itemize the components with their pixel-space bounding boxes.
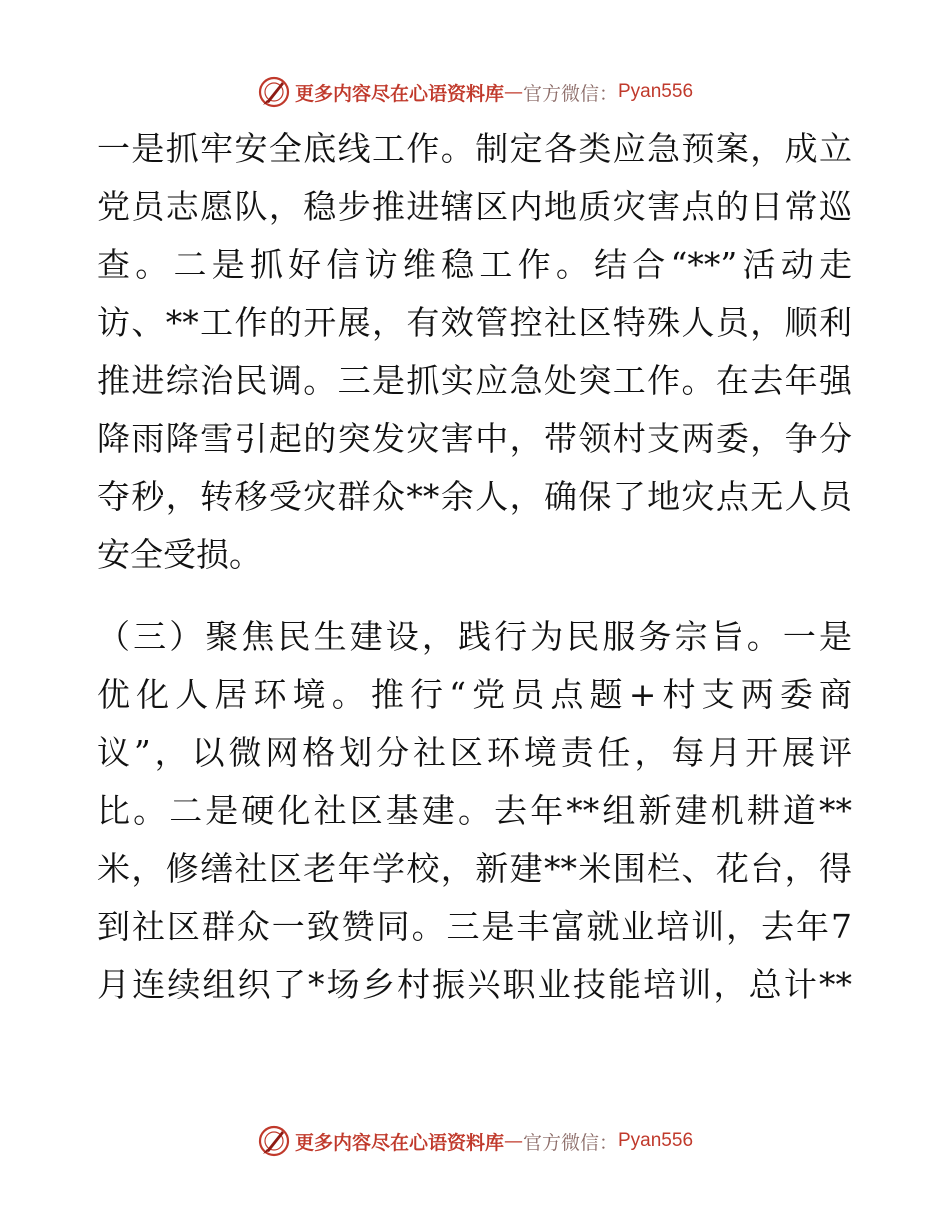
text-line: 访、**工作的开展，有效管控社区特殊人员，顺利 [97, 303, 852, 342]
quill-logo-icon [257, 1124, 291, 1158]
text-line: 优化人居环境。推行“党员点题+村支两委商 [97, 675, 852, 714]
watermark-wechat-label: 官方微信： [522, 1131, 618, 1154]
text-line: （三）聚焦民生建设，践行为民服务宗旨。一是 [97, 617, 852, 656]
footer-watermark [0, 1121, 950, 1161]
text-line: 米，修缮社区老年学校，新建**米围栏、花台，得 [97, 849, 852, 888]
text-line: 降雨降雪引起的突发灾害中，带领村支两委，争分 [97, 419, 852, 458]
document-body [97, 120, 852, 1014]
watermark-title: 更多内容尽在心语资料库 [294, 1131, 504, 1154]
text-line: 查。二是抓好信访维稳工作。结合“**”活动走 [97, 245, 852, 284]
text-line: 安全受损。 [97, 535, 262, 574]
quill-logo-icon [257, 75, 291, 109]
watermark-dash: — [503, 1130, 523, 1152]
watermark-wechat-id: Pyan556 [618, 1130, 694, 1151]
paragraph-1 [97, 120, 852, 584]
watermark-dash: — [503, 81, 523, 103]
text-line: 党员志愿队，稳步推进辖区内地质灾害点的日常巡 [97, 187, 852, 226]
watermark-title: 更多内容尽在心语资料库 [294, 82, 504, 105]
text-line: 一是抓牢安全底线工作。制定各类应急预案，成立 [97, 129, 852, 168]
header-watermark [0, 72, 950, 112]
text-line: 到社区群众一致赞同。三是丰富就业培训，去年7 [97, 907, 852, 946]
watermark-wechat-id: Pyan556 [618, 81, 694, 102]
text-line: 推进综治民调。三是抓实应急处突工作。在去年强 [97, 361, 852, 400]
text-line: 月连续组织了*场乡村振兴职业技能培训，总计** [97, 965, 852, 1004]
paragraph-2 [97, 608, 852, 1014]
text-line: 比。二是硬化社区基建。去年**组新建机耕道** [97, 791, 852, 830]
text-line: 议”，以微网格划分社区环境责任，每月开展评 [97, 733, 852, 772]
text-line: 夺秒，转移受灾群众**余人，确保了地灾点无人员 [97, 477, 852, 516]
watermark-wechat-label: 官方微信： [522, 82, 618, 105]
